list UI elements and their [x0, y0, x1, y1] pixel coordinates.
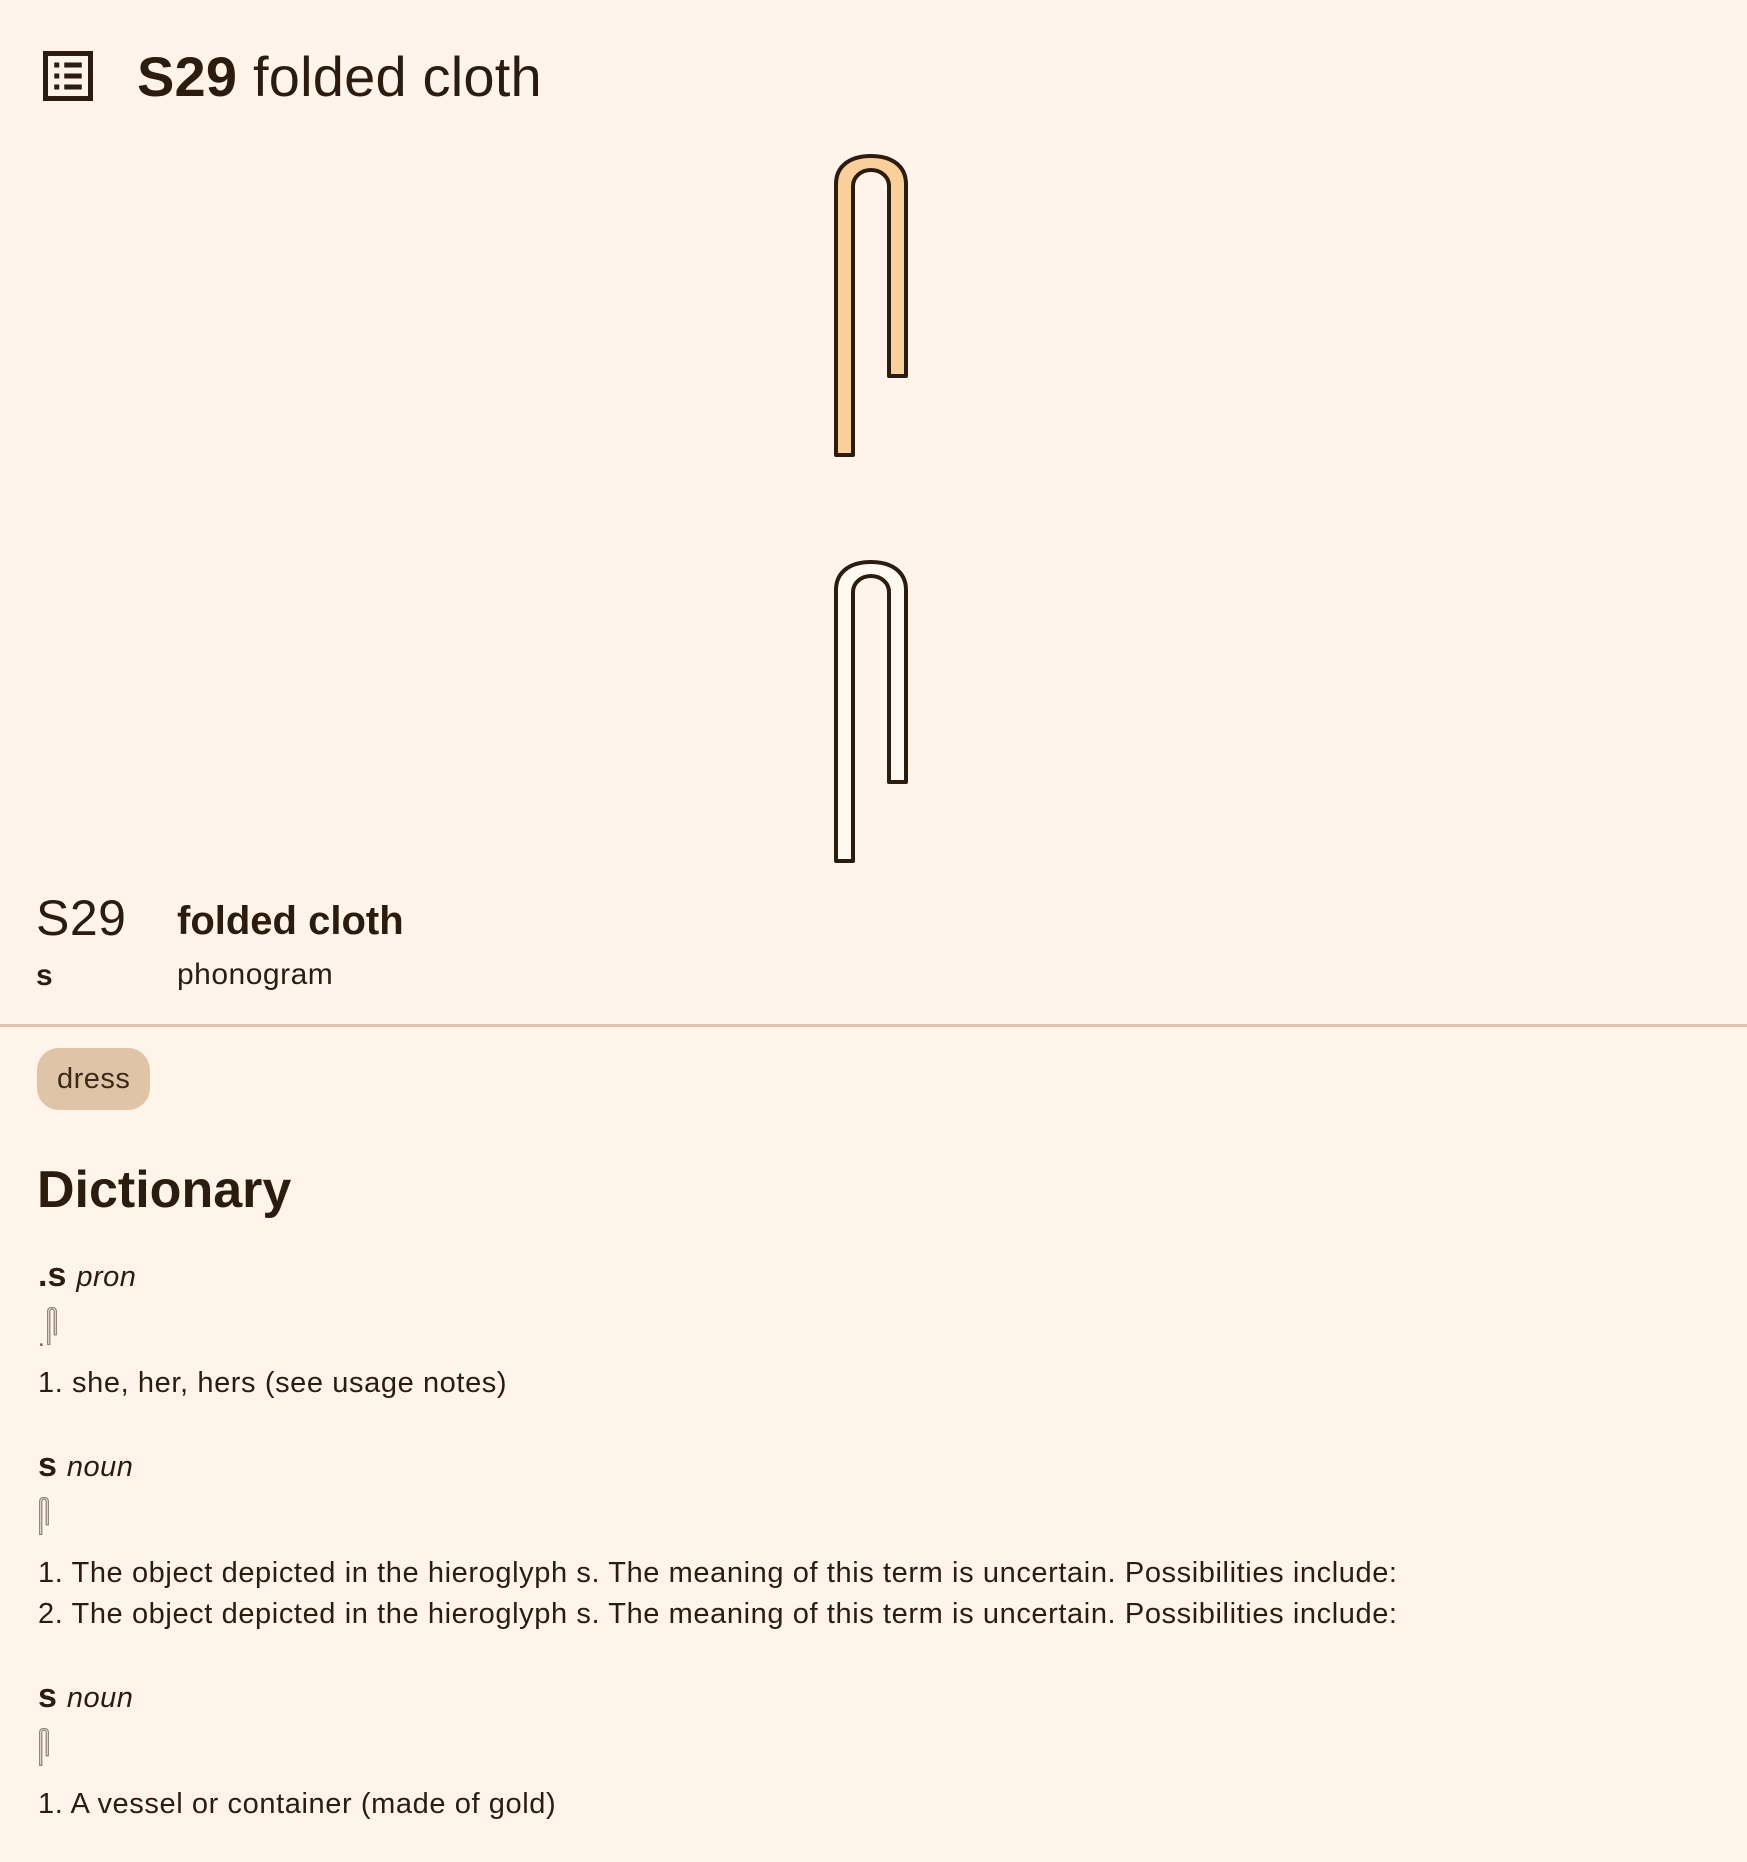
entry-glyph: [38, 1303, 1688, 1351]
folded-cloth-outline-glyph: [830, 558, 912, 865]
tag-chip-dress[interactable]: dress: [37, 1048, 150, 1110]
title-name: folded cloth: [253, 45, 542, 108]
entry-word: .s: [38, 1256, 67, 1294]
sign-transliteration: s: [36, 959, 53, 992]
entry-header: [38, 1443, 1688, 1487]
dictionary-entry: [38, 1674, 1688, 1825]
entry-glyph: [38, 1724, 1688, 1772]
sign-name: folded cloth: [177, 899, 404, 943]
section-divider: [0, 1024, 1747, 1027]
entry-part-of-speech: pron: [76, 1261, 137, 1293]
entry-word: s: [38, 1446, 57, 1484]
entry-glyph: [38, 1493, 1688, 1541]
entry-header: [38, 1674, 1688, 1718]
definition-list: [38, 1553, 1688, 1635]
entry-header: [38, 1253, 1688, 1297]
list-icon[interactable]: [38, 46, 98, 106]
entry-part-of-speech: noun: [66, 1682, 134, 1714]
dictionary-entry: [38, 1253, 1688, 1404]
dictionary-entry: [38, 1443, 1688, 1635]
title-code: S29: [137, 45, 238, 108]
definition: 1. A vessel or container (made of gold): [38, 1788, 557, 1820]
header: [0, 0, 1747, 156]
folded-cloth-color-glyph: [830, 152, 912, 459]
definition: 1. she, her, hers (see usage notes): [38, 1367, 508, 1399]
entry-word: s: [38, 1677, 57, 1715]
definition-list: [38, 1784, 1688, 1825]
page-title: [137, 40, 542, 114]
dictionary-heading: Dictionary: [37, 1161, 292, 1219]
definition: 2. The object depicted in the hieroglyph s. The meaning of this term is uncertain. Possibilities include:: [38, 1598, 1398, 1630]
definition-list: [38, 1363, 1688, 1404]
sign-type: phonogram: [177, 958, 334, 991]
folded-cloth-mini-icon: [38, 1728, 50, 1766]
glyph-prefix-dot: .: [38, 1325, 45, 1352]
folded-cloth-mini-icon: [46, 1307, 58, 1345]
folded-cloth-mini-icon: [38, 1497, 50, 1535]
definition: 1. The object depicted in the hieroglyph s. The meaning of this term is uncertain. Possibilities include:: [38, 1557, 1398, 1589]
sign-code: S29: [36, 890, 127, 946]
entry-part-of-speech: noun: [66, 1451, 134, 1483]
